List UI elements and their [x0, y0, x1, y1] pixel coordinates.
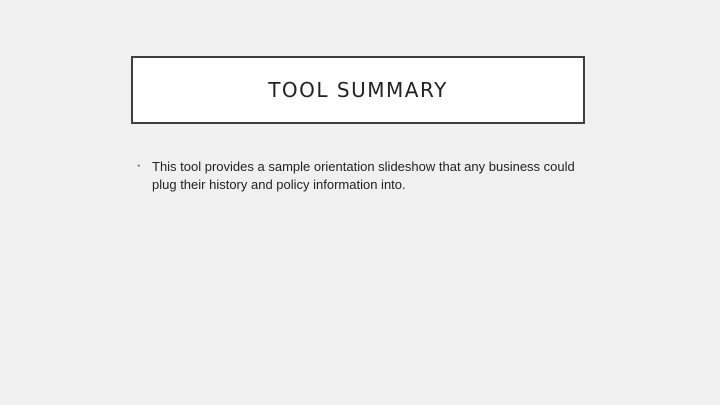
bullet-item — [137, 158, 597, 194]
slide-title-box — [131, 56, 585, 124]
slide-title: TOOL SUMMARY — [268, 78, 448, 102]
bullet-marker-icon: • — [137, 161, 141, 172]
bullet-text: This tool provides a sample orientation slideshow that any business could plug their history and policy information into. — [152, 159, 575, 192]
slide-content — [137, 158, 597, 194]
